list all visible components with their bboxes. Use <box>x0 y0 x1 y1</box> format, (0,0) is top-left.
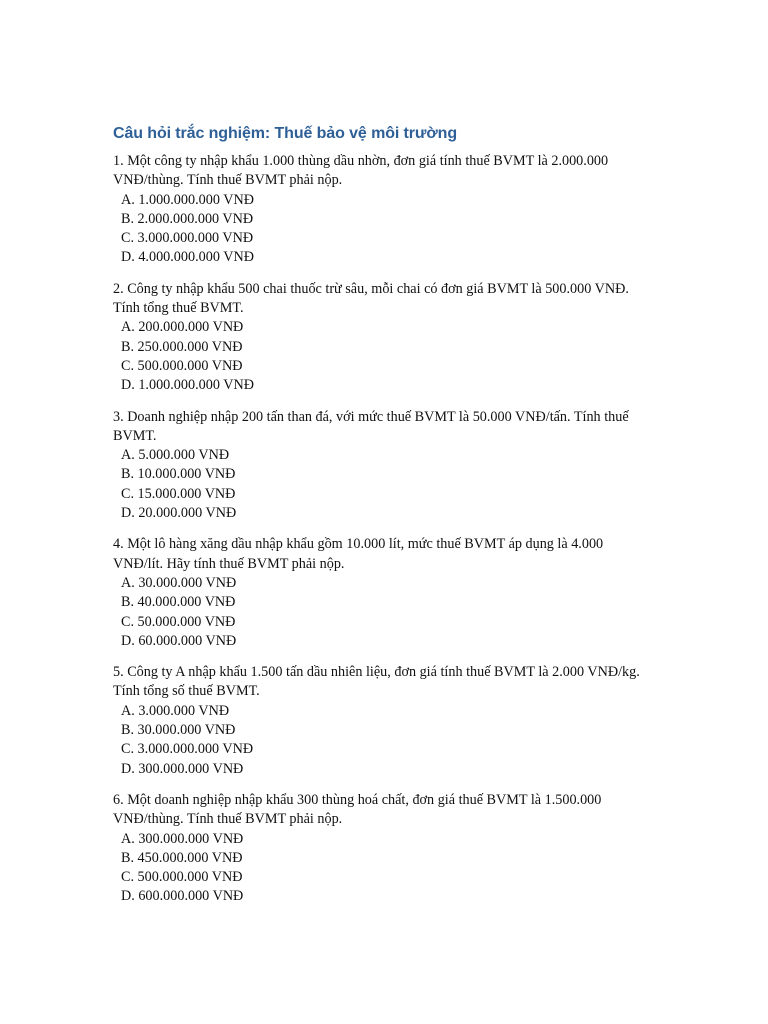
answer-option-a: A. 300.000.000 VNĐ <box>121 830 244 847</box>
answer-option-a: A. 30.000.000 VNĐ <box>121 574 237 591</box>
answer-options <box>113 702 653 779</box>
answer-option-b: B. 2.000.000.000 VNĐ <box>121 210 254 227</box>
answer-option-d: D. 1.000.000.000 VNĐ <box>121 377 254 394</box>
question-1 <box>113 152 653 268</box>
answer-option-b: B. 40.000.000 VNĐ <box>121 594 236 611</box>
question-3 <box>113 408 653 524</box>
question-text: 5. Công ty A nhập khẩu 1.500 tấn dầu nhiên liệu, đơn giá tính thuế BVMT là 2.000 VNĐ/kg. Tính tổng số thuế BVMT. <box>113 664 640 700</box>
question-text: 3. Doanh nghiệp nhập 200 tấn than đá, với mức thuế BVMT là 50.000 VNĐ/tấn. Tính thuế BVMT. <box>113 408 629 444</box>
question-6 <box>113 791 653 907</box>
answer-option-d: D. 20.000.000 VNĐ <box>121 505 237 522</box>
question-text: 4. Một lô hàng xăng dầu nhập khẩu gồm 10.000 lít, mức thuế BVMT áp dụng là 4.000 VNĐ/lít. Hãy tính thuế BVMT phải nộp. <box>113 536 604 572</box>
answer-options <box>113 318 653 395</box>
answer-option-b: B. 30.000.000 VNĐ <box>121 722 236 739</box>
question-text: 1. Một công ty nhập khẩu 1.000 thùng dầu nhờn, đơn giá tính thuế BVMT là 2.000.000 VNĐ/thùng. Tính thuế BVMT phải nộp. <box>113 153 609 189</box>
answer-option-c: C. 3.000.000.000 VNĐ <box>121 741 254 758</box>
answer-option-a: A. 200.000.000 VNĐ <box>121 319 244 336</box>
document-title: Câu hỏi trắc nghiệm: Thuế bảo vệ môi trường <box>113 125 458 142</box>
question-2 <box>113 280 653 396</box>
answer-option-d: D. 300.000.000 VNĐ <box>121 760 244 777</box>
answer-option-b: B. 10.000.000 VNĐ <box>121 466 236 483</box>
document-page <box>113 122 653 919</box>
answer-option-c: C. 50.000.000 VNĐ <box>121 613 236 630</box>
question-5 <box>113 663 653 779</box>
question-text: 2. Công ty nhập khẩu 500 chai thuốc trừ sâu, mỗi chai có đơn giá BVMT là 500.000 VNĐ. Tính tổng thuế BVMT. <box>113 280 629 317</box>
answer-option-b: B. 250.000.000 VNĐ <box>121 338 243 355</box>
answer-option-a: A. 1.000.000.000 VNĐ <box>121 191 254 208</box>
answer-options <box>113 191 653 268</box>
answer-option-a: A. 5.000.000 VNĐ <box>121 447 230 464</box>
answer-option-c: C. 500.000.000 VNĐ <box>121 869 243 886</box>
answer-option-a: A. 3.000.000 VNĐ <box>121 702 230 719</box>
answer-option-d: D. 600.000.000 VNĐ <box>121 888 244 905</box>
answer-option-b: B. 450.000.000 VNĐ <box>121 849 243 866</box>
answer-options <box>113 830 653 907</box>
answer-option-d: D. 60.000.000 VNĐ <box>121 632 237 649</box>
answer-option-d: D. 4.000.000.000 VNĐ <box>121 249 254 266</box>
question-text: 6. Một doanh nghiệp nhập khẩu 300 thùng hoá chất, đơn giá thuế BVMT là 1.500.000 VNĐ/thùng. Tính thuế BVMT phải nộp. <box>113 791 602 828</box>
answer-option-c: C. 15.000.000 VNĐ <box>121 485 236 502</box>
answer-option-c: C. 3.000.000.000 VNĐ <box>121 230 254 247</box>
answer-options <box>113 446 653 523</box>
question-4 <box>113 535 653 651</box>
answer-option-c: C. 500.000.000 VNĐ <box>121 357 243 374</box>
answer-options <box>113 574 653 651</box>
